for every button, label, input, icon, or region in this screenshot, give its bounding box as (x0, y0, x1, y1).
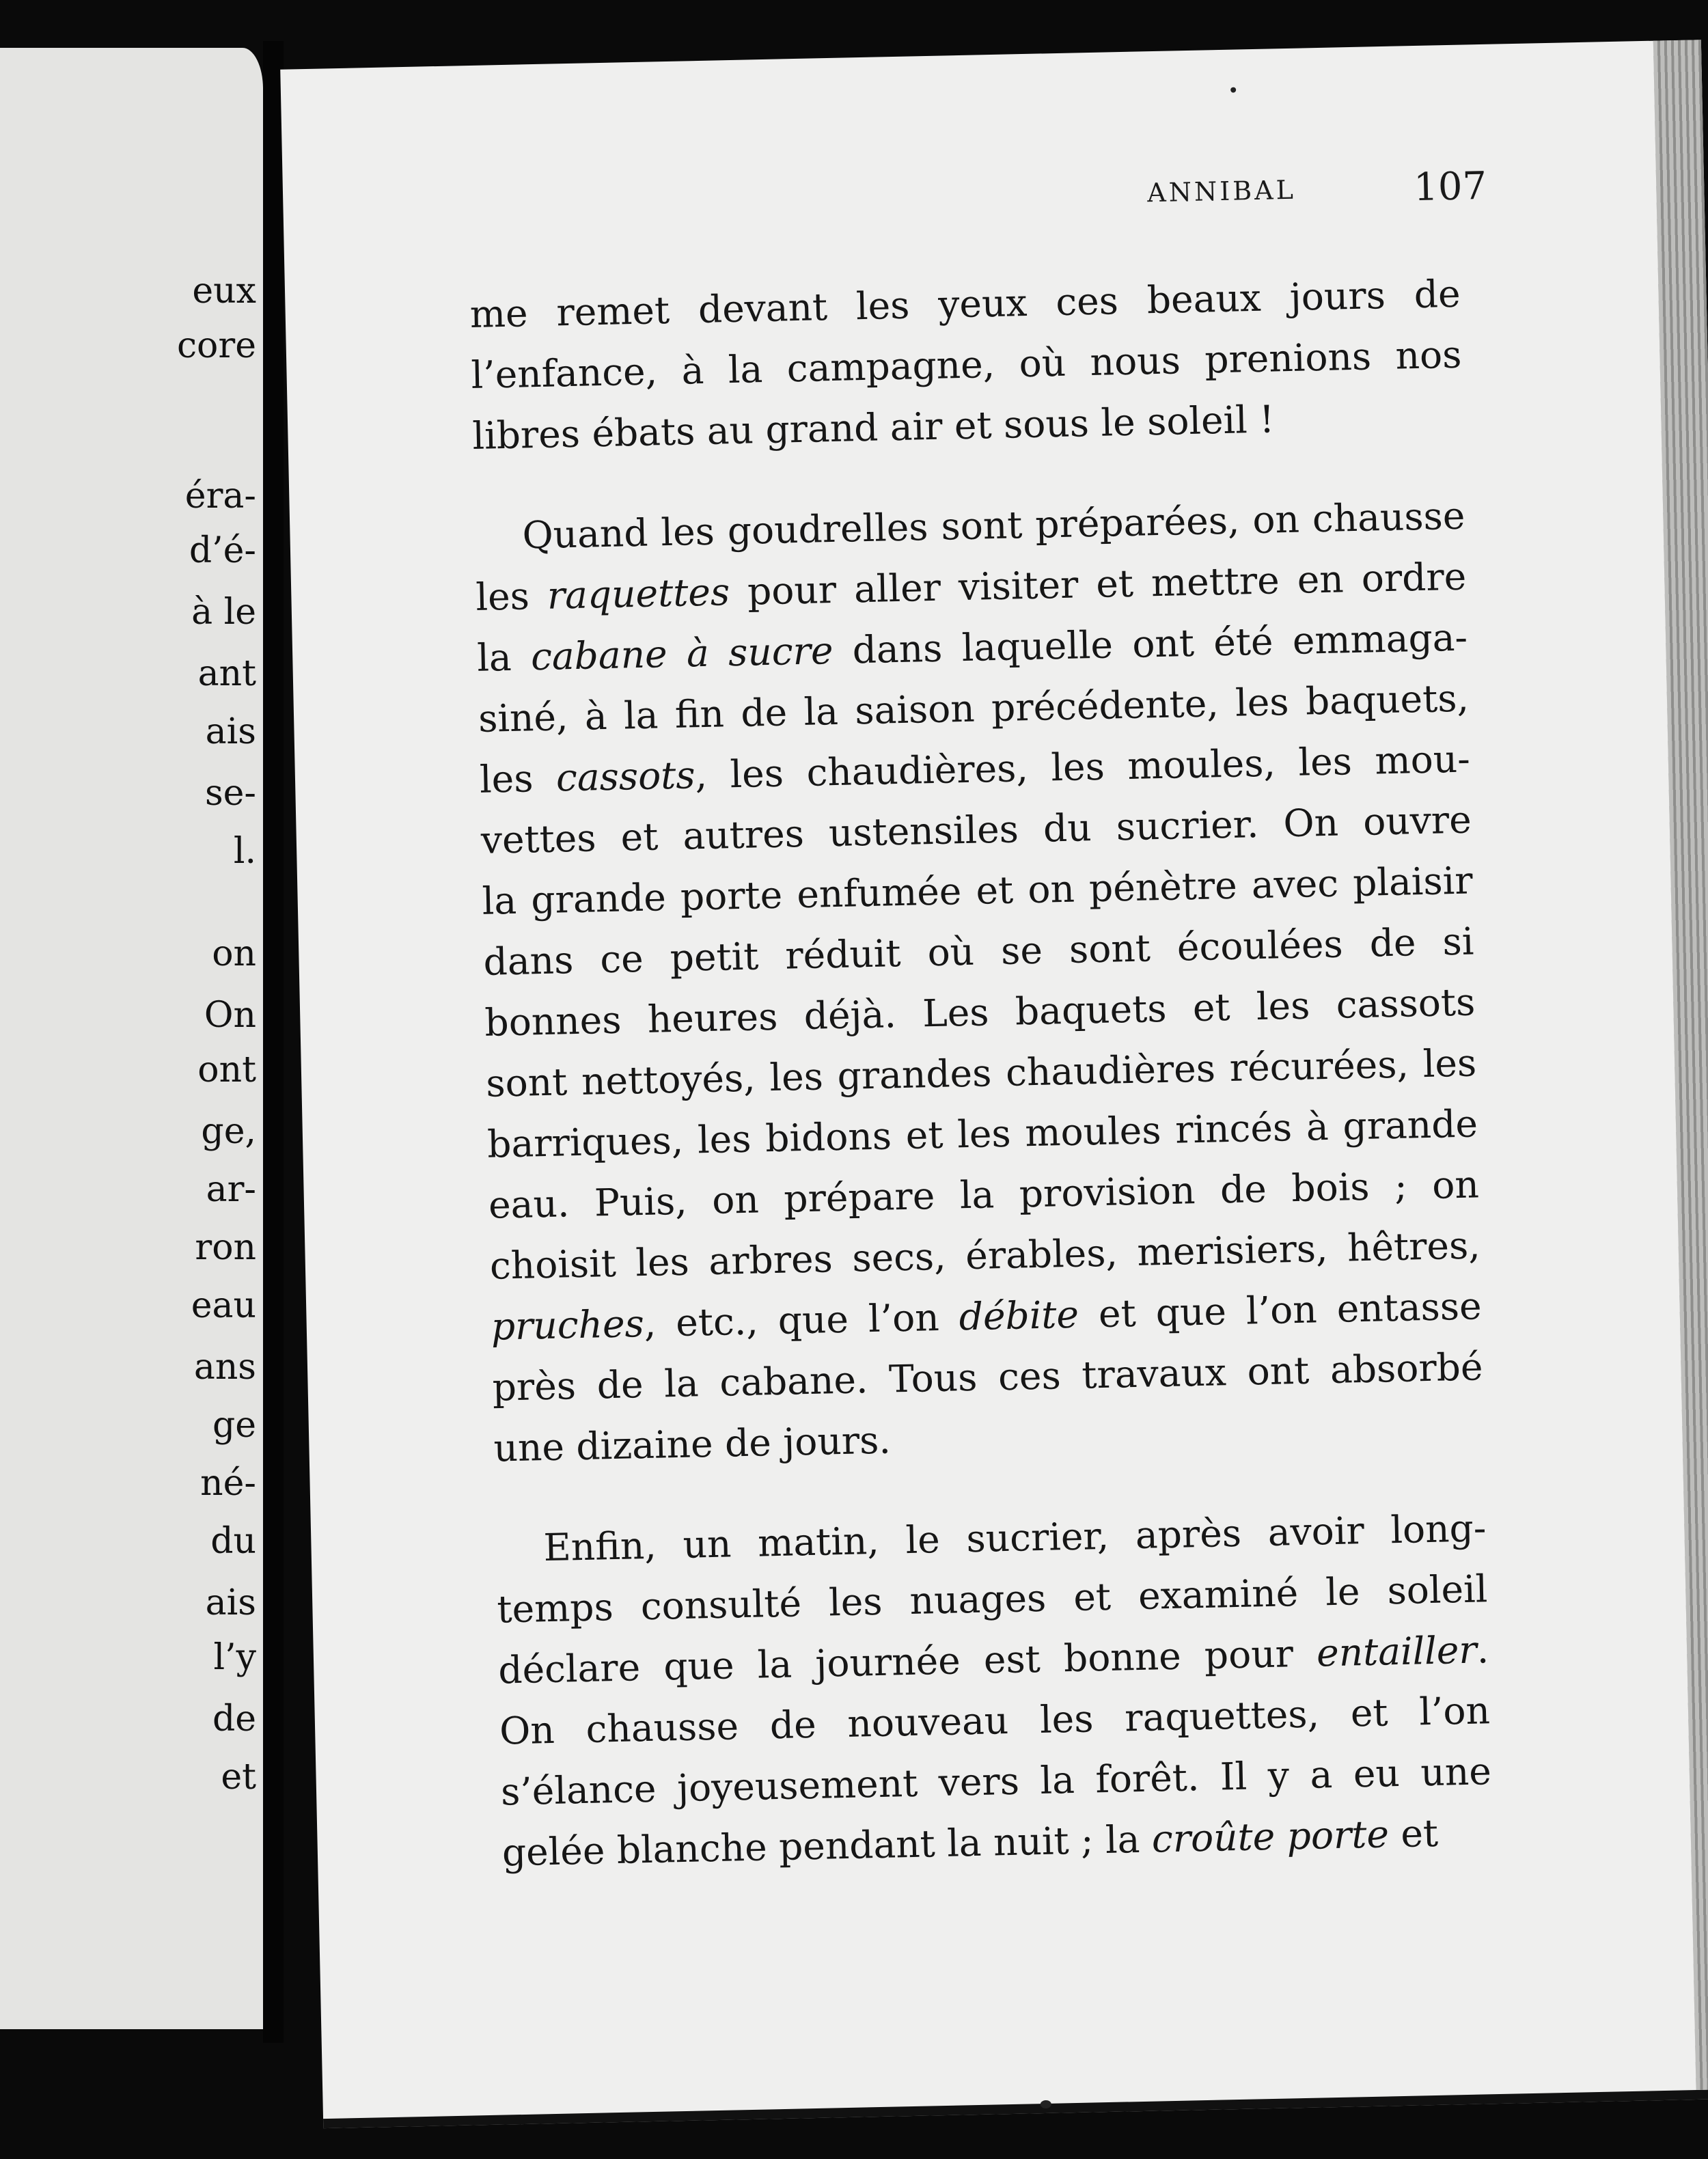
text-line: l’enfance, à la campagne, où nous prenions nos (470, 332, 1463, 398)
text-line: Enfin, un matin, le sucrier, après avoir long- (542, 1506, 1487, 1570)
text-line: gelée blanche pendant la nuit ; la croûte porte et (501, 1811, 1439, 1875)
text-line: une dizaine de jours. (493, 1418, 892, 1470)
left-page-line: on (212, 933, 256, 974)
running-head: ANNIBAL (1146, 174, 1297, 208)
left-page-line: ar- (206, 1169, 256, 1210)
text-line: déclare que la journée est bonne pour entailler. (497, 1627, 1489, 1692)
text-line: dans ce petit réduit où se sont écoulées de si (482, 919, 1474, 984)
text-line: s’élance joyeusement vers la forêt. Il y a eu une (500, 1749, 1492, 1814)
page-number: 107 (1413, 163, 1487, 210)
text-line: sont nettoyés, les grandes chaudières récurées, les (485, 1041, 1477, 1105)
ink-speck (1230, 87, 1236, 92)
left-page-line: l. (233, 831, 256, 872)
left-page-line: éra- (184, 476, 256, 517)
left-page-line: eau (191, 1285, 256, 1326)
paragraph (474, 486, 1485, 1479)
text-line: pruches, etc., que l’on débite et que l’on entasse (491, 1284, 1483, 1349)
text-line: les raquettes pour aller visiter et mettre en ordre (475, 554, 1467, 619)
left-page-line: né- (200, 1463, 256, 1504)
left-page-line: ge, (201, 1111, 256, 1152)
text-line: eau. Puis, on prépare la provision de bois ; on (488, 1162, 1480, 1227)
left-page-line: se- (204, 773, 256, 814)
left-page-line: On (204, 995, 256, 1036)
left-page-line: eux (192, 271, 256, 312)
left-page-line: du (210, 1521, 256, 1562)
text-line: bonnes heures déjà. Les baquets et les cassots (484, 980, 1476, 1045)
text-line: la cabane à sucre dans laquelle ont été emmaga- (476, 615, 1468, 680)
left-page-line: ais (205, 711, 256, 752)
text-line: barriques, les bidons et les moules rincés à grande (486, 1101, 1478, 1166)
left-page (0, 48, 263, 2029)
left-page-line: et (221, 1757, 256, 1798)
text-line: me remet devant les yeux ces beaux jours de (469, 271, 1461, 337)
text-line: choisit les arbres secs, érables, merisiers, hêtres, (489, 1223, 1481, 1288)
left-page-line: ge (212, 1405, 256, 1446)
left-page-line: ais (205, 1582, 256, 1623)
page-edge (1653, 40, 1708, 2090)
left-page-line: à le (191, 592, 256, 633)
text-line: vettes et autres ustensiles du sucrier. On ouvre (480, 797, 1472, 862)
left-page-line: core (176, 325, 256, 366)
text-line: Quand les goudrelles sont préparées, on chausse (521, 493, 1465, 558)
body-text (469, 264, 1493, 1884)
text-line: siné, à la fin de la saison précédente, les baquets, (478, 676, 1470, 741)
left-page-line: d’é- (189, 530, 256, 571)
text-line: temps consulté les nuages et examiné le soleil (496, 1567, 1488, 1632)
ink-speck (1041, 2100, 1051, 2108)
text-line: les cassots, les chaudières, les moules, les mou- (479, 737, 1471, 801)
left-page-line: ont (197, 1049, 256, 1090)
left-page-line: ron (195, 1227, 256, 1268)
left-page-line: ant (197, 653, 256, 694)
right-page (280, 40, 1708, 2128)
text-line: près de la cabane. Tous ces travaux ont absorbé (492, 1345, 1484, 1409)
text-line: On chausse de nouveau les raquettes, et l’on (499, 1688, 1491, 1753)
paragraph (469, 264, 1463, 467)
paragraph (495, 1498, 1493, 1883)
book-gutter (263, 41, 284, 2043)
text-line: la grande porte enfumée et on pénètre avec plaisir (482, 858, 1474, 923)
left-page-line: l’y (213, 1637, 256, 1678)
left-page-line: de (212, 1699, 256, 1739)
left-page-line: ans (193, 1347, 256, 1388)
text-line: libres ébats au grand air et sous le soleil ! (471, 397, 1275, 458)
